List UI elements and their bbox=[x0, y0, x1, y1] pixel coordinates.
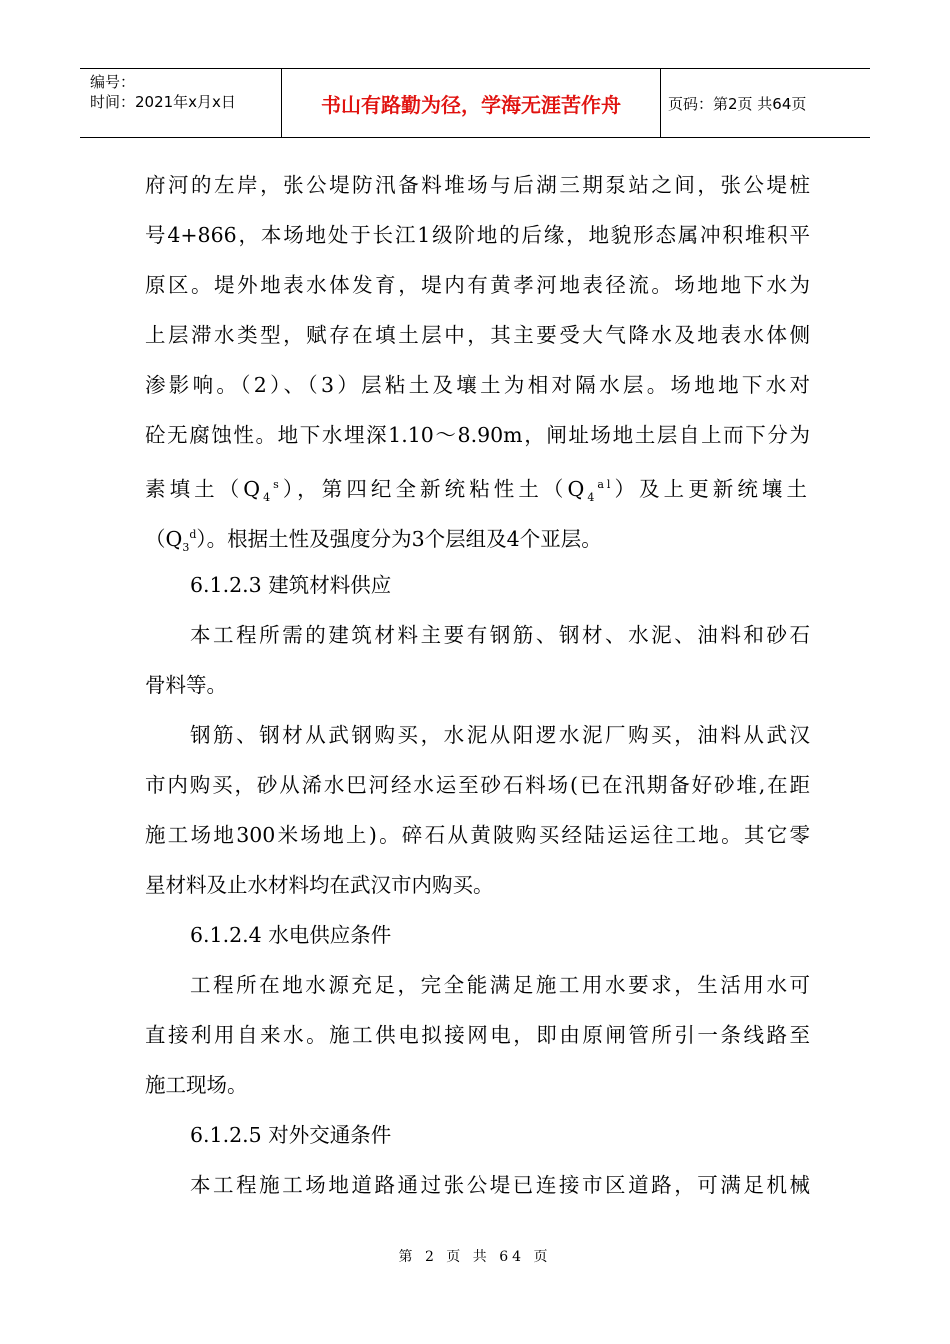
body-line: 号4+866，本场地处于长江1级阶地的后缘，地貌形态属冲积堆积平 bbox=[145, 223, 810, 247]
body-line: 府河的左岸，张公堤防汛备料堆场与后湖三期泵站之间，张公堤桩 bbox=[145, 173, 810, 197]
header-meta bbox=[80, 69, 280, 137]
body-line: 本工程施工场地道路通过张公堤已连接市区道路，可满足机械 bbox=[190, 1173, 810, 1197]
body-line: 原区。堤外地表水体发育，堤内有黄孝河地表径流。场地地下水为 bbox=[145, 273, 810, 297]
page-footer: 第 2 页 共 64 页 bbox=[398, 1249, 552, 1265]
section-heading: 6.1.2.5 对外交通条件 bbox=[190, 1123, 392, 1147]
body-line: 上层滞水类型，赋存在填土层中，其主要受大气降水及地表水体侧 bbox=[145, 323, 810, 347]
header-motto-cell bbox=[281, 69, 661, 137]
body-line: 直接利用自来水。施工供电拟接网电，即由原闸管所引一条线路至 bbox=[145, 1023, 810, 1047]
body-line: 市内购买，砂从浠水巴河经水运至砂石料场(已在汛期备好砂堆,在距 bbox=[145, 773, 810, 797]
body-line: 钢筋、钢材从武钢购买，水泥从阳逻水泥厂购买，油料从武汉 bbox=[190, 723, 810, 747]
body-line: 本工程所需的建筑材料主要有钢筋、钢材、水泥、油料和砂石 bbox=[190, 623, 810, 647]
document-body bbox=[145, 160, 810, 1210]
document-date: 时间：2021年x月x日 bbox=[90, 93, 236, 111]
body-line: 砼无腐蚀性。地下水埋深1.10～8.90m，闸址场地土层自上而下分为 bbox=[145, 423, 810, 447]
body-line: 施工现场。 bbox=[145, 1073, 248, 1097]
body-line: 骨料等。 bbox=[145, 673, 227, 697]
page-header bbox=[80, 68, 870, 138]
header-motto: 书山有路勤为径，学海无涯苦作舟 bbox=[321, 92, 621, 117]
body-line-formula: $(Q_3^d)$。根据土性及强度分为3个层组及4个亚层。 bbox=[145, 526, 602, 554]
body-line: 工程所在地水源充足，完全能满足施工用水要求，生活用水可 bbox=[190, 973, 810, 997]
body-line: 施工场地300米场地上)。碎石从黄陂购买经陆运运往工地。其它零 bbox=[145, 823, 810, 847]
section-heading: 6.1.2.3 建筑材料供应 bbox=[190, 573, 392, 597]
header-page-info: 页码：第2页 共64页 bbox=[668, 94, 807, 113]
body-line-formula: 素填土$(Q_4^s)$，第四纪全新统粘性土$(Q_4^{al})$及上更新统壤土 bbox=[145, 476, 810, 504]
document-number: 编号： bbox=[90, 73, 136, 91]
body-line: 星材料及止水材料均在武汉市内购买。 bbox=[145, 873, 494, 897]
section-heading: 6.1.2.4 水电供应条件 bbox=[190, 923, 392, 947]
body-line: 渗影响。（2）、（3）层粘土及壤土为相对隔水层。场地地下水对 bbox=[145, 373, 810, 397]
